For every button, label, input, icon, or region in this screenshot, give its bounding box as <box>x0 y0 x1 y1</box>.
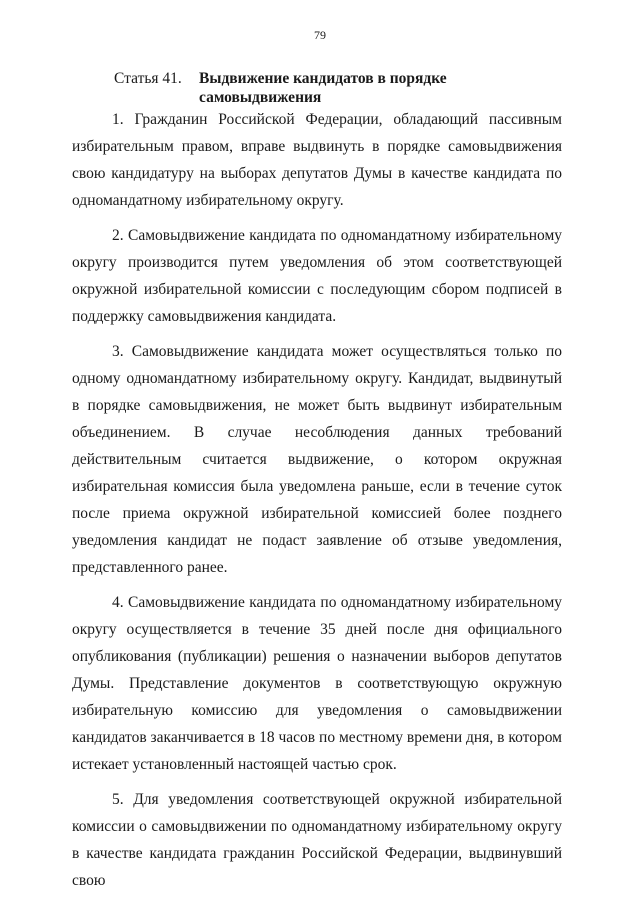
page-number: 79 <box>314 28 326 42</box>
paragraph-4: 4. Самовыдвижение кандидата по одномандатному избирательному округу осуществляется в течение 35 дней после дня официального опубликования (публикации) решения о назначении выборов депутатов Думы. Представление документов в соответствующую окружную избирательную комиссию для уведомления о самовыдвижении кандидатов заканчивается в 18 часов по местному времени дня, в котором истекает установленный настоящей частью срок. <box>72 594 562 773</box>
article-label: Статья 41. <box>114 70 182 87</box>
article-heading <box>114 69 574 107</box>
paragraph-1: 1. Гражданин Российской Федерации, обладающий пассивным избирательным правом, вправе выдвинуть в порядке самовыдвижения свою кандидатуру на выборах депутатов Думы в качестве кандидата по одномандатному избирательному округу. <box>72 111 562 209</box>
article-body <box>72 106 562 902</box>
article-title: Выдвижение кандидатов в порядке самовыдвижения <box>199 70 447 106</box>
paragraph-2: 2. Самовыдвижение кандидата по одномандатному избирательному округу производится путем уведомления об этом соответствующей окружной избирательной комиссии с последующим сбором подписей в поддержку самовыдвижения кандидата. <box>72 227 562 325</box>
paragraph-3: 3. Самовыдвижение кандидата может осуществляться только по одному одномандатному избирательному округу. Кандидат, выдвинутый в порядке самовыдвижения, не может быть выдвинут избирательным объединением. В случае несоблюдения данных требований действительным считается выдвижение, о котором окружная избирательная комиссия была уведомлена раньше, если в течение суток после приема окружной избирательной комиссией более позднего уведомления кандидат не подаст заявление об отзыве уведомления, представленного ранее. <box>72 343 562 576</box>
paragraph-5: 5. Для уведомления соответствующей окружной избирательной комиссии о самовыдвижении по одномандатному избирательному округу в качестве кандидата гражданин Российской Федерации, выдвинувший свою <box>72 791 562 889</box>
